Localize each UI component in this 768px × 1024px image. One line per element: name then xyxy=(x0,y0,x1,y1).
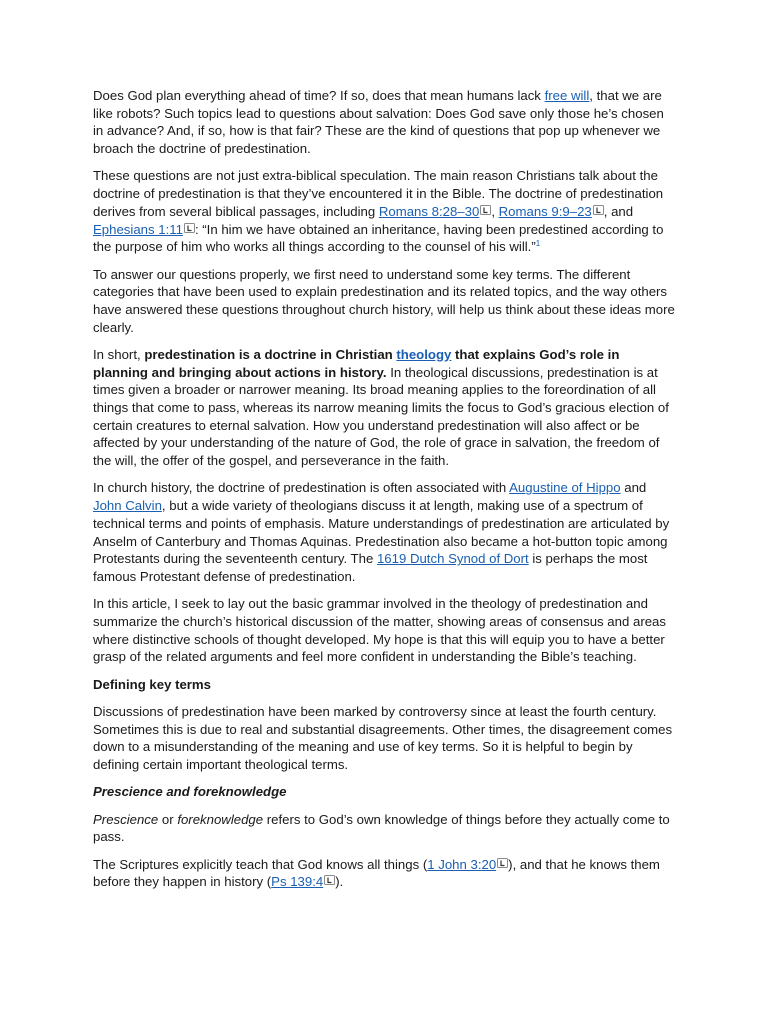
paragraph-controversy: Discussions of predestination have been marked by controversy since at least the fourth century. Sometimes this is due to real and substantial disagreements. Other times, the disagreement comes down to a misunderstanding of the meaning and use of key terms. So it is helpful to begin by defining certain important theological terms. xyxy=(93,703,673,773)
footnote-link[interactable]: 1 xyxy=(535,239,541,249)
article-body xyxy=(93,87,677,901)
reference-icon[interactable] xyxy=(593,205,604,215)
link-synod-of-dort[interactable]: 1619 Dutch Synod of Dort xyxy=(376,551,529,567)
link-john-calvin[interactable]: John Calvin xyxy=(93,498,162,514)
paragraph-intro: Does God plan everything ahead of time? If so, does that mean humans lack free will, that we are like robots? Such topics lead to questions about salvation: Does God save only those he’s chosen in advance? And, if so, how is that fair? These are the kind of questions that pop up whenever we broach the doctrine of predestination. xyxy=(93,88,664,157)
link-theology[interactable]: theology xyxy=(396,346,452,362)
link-augustine[interactable]: Augustine of Hippo xyxy=(509,480,621,496)
link-1-john[interactable]: 1 John 3:20 xyxy=(427,856,497,872)
link-romans-9[interactable]: Romans 9:9–23 xyxy=(498,203,592,219)
link-psalm-139[interactable]: Ps 139:4 xyxy=(271,874,324,890)
paragraph-prescience-definition: Prescience or foreknowledge refers to God’s own knowledge of things before they actually come to pass. xyxy=(93,811,670,845)
heading-defining-key-terms: Defining key terms xyxy=(93,676,211,692)
reference-icon[interactable] xyxy=(497,858,508,868)
link-free-will[interactable]: free will xyxy=(544,88,590,103)
link-romans-8[interactable]: Romans 8:28–30 xyxy=(378,203,480,219)
paragraph-definition: In short, predestination is a doctrine in Christian theology that explains God’s role in planning and bringing about actions in history. In theological discussions, predestination is at times given a broader or narrower meaning. Its broad meaning applies to the foreordination of all things that come to pass, whereas its narrow meaning limits the focus to God’s gracious election of certain creatures to eternal salvation. How you understand predestination will also affect or be affected by your understanding of the nature of God, the role of grace in salvation, the freedom of the will, the offer of the gospel, and perseverance in the faith. xyxy=(93,346,669,469)
paragraph-church-history: In church history, the doctrine of predestination is often associated with Augustine of Hippo and John Calvin, but a wide variety of theologians discuss it at length, making use of a spectrum of technical terms and points of emphasis. Mature understandings of predestination are articulated by Anselm of Canterbury and Thomas Aquinas. Predestination also became a hot-button topic among Protestants during the seventeenth century. The 1619 Dutch Synod of Dort is perhaps the most famous Protestant defense of predestination. xyxy=(93,480,670,584)
paragraph-key-terms-intro: To answer our questions properly, we first need to understand some key terms. The different categories that have been used to explain predestination and its related topics, and the way others have answered these questions throughout church history, will help us think about these ideas more clearly. xyxy=(93,266,675,335)
reference-icon[interactable] xyxy=(184,223,195,233)
link-ephesians[interactable]: Ephesians 1:11 xyxy=(93,221,183,237)
heading-prescience: Prescience and foreknowledge xyxy=(93,784,287,800)
paragraph-scripture-knowledge: The Scriptures explicitly teach that God knows all things (1 John 3:20 ), and that he knows them before they happen in history (Ps 139:4 ). xyxy=(93,856,660,890)
paragraph-biblical-basis: These questions are not just extra-biblical speculation. The main reason Christians talk about the doctrine of predestination is that they’ve encountered it in the Bible. The doctrine of predestination derives from several biblical passages, including Romans 8:28–30 , Romans 9:9–23 , and Ephesians 1:11 : “In him we have obtained an inheritance, having been predestined according to the purpose of him who works all things according to the counsel of his will.”$^1$ xyxy=(93,168,664,255)
reference-icon[interactable] xyxy=(324,875,335,885)
paragraph-article-purpose: In this article, I seek to lay out the basic grammar involved in the theology of predestination and summarize the church’s historical discussion of the matter, showing areas of consensus and areas where distinctive schools of thought developed. My hope is that this will equip you to have a better grasp of the related arguments and feel more confident in understanding the Bible’s teaching. xyxy=(93,596,666,665)
reference-icon[interactable] xyxy=(480,205,491,215)
